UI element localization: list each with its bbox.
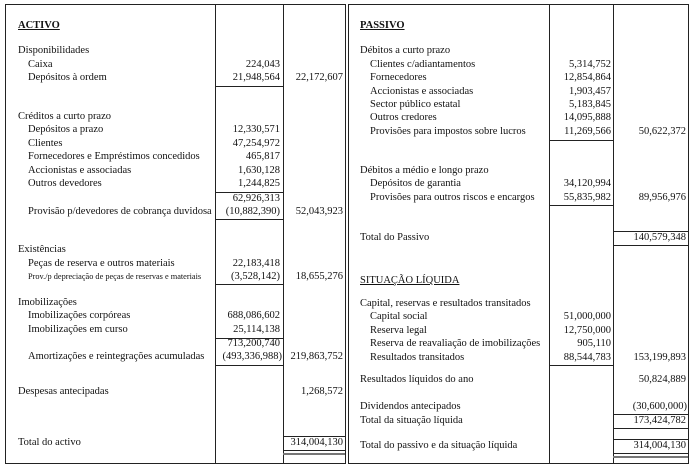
section-total: 89,956,976	[638, 192, 686, 203]
line-value: 1,244,825	[238, 178, 280, 189]
line-value: 55,835,982	[563, 192, 611, 203]
double-rule	[613, 456, 688, 458]
line-label: Resultados líquidos do ano	[360, 374, 474, 385]
line-value: 12,750,000	[563, 325, 611, 336]
divider	[5, 4, 345, 5]
rule	[549, 140, 613, 141]
rule	[549, 205, 613, 206]
line-label: Reserva legal	[370, 325, 427, 336]
line-value: 12,330,571	[232, 124, 280, 135]
line-value: 224,043	[245, 59, 280, 70]
line-value: 14,095,888	[563, 112, 611, 123]
line-label: Fornecedores e Empréstimos concedidos	[28, 151, 200, 162]
total-value: 140,579,348	[633, 232, 686, 243]
section-label: Débitos a médio e longo prazo	[360, 165, 489, 176]
grand-total-value: 314,004,130	[633, 440, 686, 451]
divider	[5, 4, 6, 464]
section-total: 1,268,572	[301, 386, 343, 397]
grand-total-label: Total do passivo e da situação líquida	[360, 440, 518, 451]
rule	[613, 428, 688, 429]
section-label: Disponibilidades	[18, 45, 90, 56]
line-label: Outros devedores	[28, 178, 102, 189]
line-label: Capital social	[370, 311, 428, 322]
rule	[283, 450, 345, 451]
double-rule	[283, 453, 345, 455]
line-label: Fornecedores	[370, 72, 427, 83]
activo-heading: ACTIVO	[18, 20, 60, 31]
total-label: Total do activo	[18, 437, 81, 448]
line-value: 12,854,864	[563, 72, 611, 83]
line-value: (30,600,000)	[632, 401, 687, 412]
section-total: 153,199,893	[633, 352, 686, 363]
section-total: 22,172,607	[295, 72, 343, 83]
subtotal: 713,200,740	[227, 338, 280, 349]
line-label: Peças de reserva e outros materiais	[28, 258, 175, 269]
line-label: Clientes	[28, 138, 63, 149]
section-label: Existências	[18, 244, 66, 255]
total-value: 173,424,782	[633, 415, 686, 426]
passivo-heading: PASSIVO	[360, 20, 405, 31]
section-label: Imobilizações	[18, 297, 77, 308]
line-value: 47,254,972	[232, 138, 280, 149]
line-label: Accionistas e associadas	[370, 86, 474, 97]
line-value: (10,882,390)	[225, 206, 280, 217]
section-label: Capital, reservas e resultados transitados	[360, 298, 531, 309]
line-label: Depósitos a prazo	[28, 124, 104, 135]
rule	[549, 365, 613, 366]
total-value: 314,004,130	[290, 437, 343, 448]
rule	[613, 453, 688, 454]
line-label: Depósitos de garantia	[370, 178, 461, 189]
line-label: Caixa	[28, 59, 53, 70]
line-label: Provisões para impostos sobre lucros	[370, 126, 526, 137]
divider	[348, 463, 689, 464]
line-value: 21,948,564	[232, 72, 280, 83]
section-total: 52,043,923	[295, 206, 343, 217]
line-label: Sector público estatal	[370, 99, 461, 110]
line-value: 688,086,602	[227, 310, 280, 321]
line-value: 905,110	[577, 338, 611, 349]
line-label: Provisões para outros riscos e encargos	[370, 192, 535, 203]
divider	[5, 463, 345, 464]
rule	[215, 365, 283, 366]
line-label: Reserva de reavaliação de imobilizações	[370, 338, 541, 349]
total-label: Total do Passivo	[360, 232, 430, 243]
subtotal: 62,926,313	[232, 193, 280, 204]
line-value: 51,000,000	[563, 311, 611, 322]
line-value: 5,183,845	[569, 99, 611, 110]
line-label: Imobilizações em curso	[28, 324, 128, 335]
line-value: 50,824,889	[638, 374, 686, 385]
line-label: Outros credores	[370, 112, 437, 123]
rule	[215, 219, 283, 220]
section-total: 50,622,372	[638, 126, 686, 137]
line-value: 465,817	[245, 151, 280, 162]
line-label: Amortizações e reintegrações acumuladas	[28, 351, 205, 362]
divider	[348, 4, 689, 5]
line-value: 5,314,752	[569, 59, 611, 70]
line-value: 1,903,457	[569, 86, 611, 97]
section-total: 18,655,276	[295, 271, 343, 282]
line-label: Prov./p depreciação de peças de reservas e materiais	[28, 272, 202, 281]
divider	[688, 4, 689, 464]
line-label: Provisão p/devedores de cobrança duvidosa	[28, 206, 212, 217]
rule	[215, 86, 283, 87]
line-value: 11,269,566	[564, 126, 611, 137]
section-label: Créditos a curto prazo	[18, 111, 112, 122]
line-label: Clientes c/adiantamentos	[370, 59, 476, 70]
rule	[215, 284, 283, 285]
line-label: Accionistas e associadas	[28, 165, 132, 176]
situacao-heading: SITUAÇÃO LÍQUIDA	[360, 275, 460, 286]
line-value: (3,528,142)	[231, 271, 280, 282]
section-label: Débitos a curto prazo	[360, 45, 451, 56]
section-total: 219,863,752	[290, 351, 343, 362]
line-value: 88,544,783	[563, 352, 611, 363]
line-value: 34,120,994	[563, 178, 611, 189]
line-label: Dividendos antecipados	[360, 401, 461, 412]
divider	[345, 4, 346, 464]
divider	[348, 4, 349, 464]
line-value: 25,114,138	[233, 324, 280, 335]
rule	[613, 245, 688, 246]
line-value: 22,183,418	[232, 258, 280, 269]
line-value: 1,630,128	[238, 165, 280, 176]
line-label: Resultados transitados	[370, 352, 465, 363]
section-label: Despesas antecipadas	[18, 386, 109, 397]
total-label: Total da situação líquida	[360, 415, 463, 426]
line-label: Depósitos à ordem	[28, 72, 107, 83]
line-label: Imobilizações corpóreas	[28, 310, 131, 321]
line-value: (493,336,988)	[222, 351, 282, 362]
